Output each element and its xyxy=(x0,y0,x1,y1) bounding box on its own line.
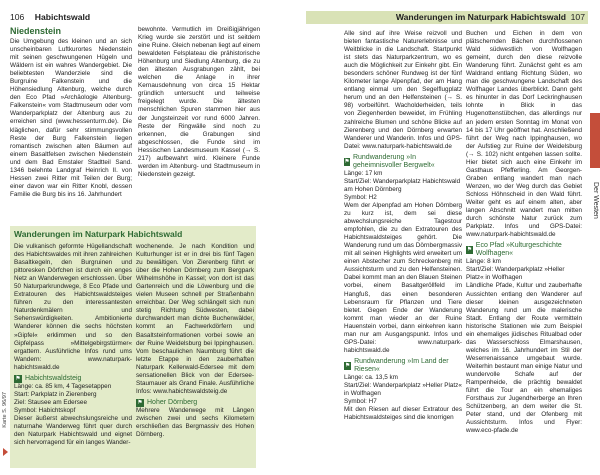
box-title: Wanderungen im Naturpark Habichtswald xyxy=(14,229,183,239)
chapter-tab xyxy=(590,113,600,168)
box-col2-text: wochenende. Je nach Kondition und Kulturhunger ist er in drei bis fünf Tagen zu bewältigen. Von Zierenberg führt er über die Hohen Dörnberg zum Bergpark Wilhelmshöhe in Kassel; von dort ist das Gartenreich und die Löwenburg und die vielen Museen schnell per Straßenbahn erreichbar. Der Weg schlängelt sich nun stetig Richtung Südwesten, dabei durchwandert man dichte Buchenwälder, kommt an Fachwerkdörfern und Basaltsteinformationen vorbei sowie an der Ruine Weidelsburg bei Ippinghausen. Vom beschaulichen Naumburg führt die letzte Etappe in den zauberhaften Naturpark Kellerwald-Edersee mit dem sensationellen Blick von der Edersee-Staumauer als Grand Finale. Ausführliche Infos: www.habichtswaldsteig.de xyxy=(136,243,254,395)
route-icon: ⚑ xyxy=(344,362,351,369)
left-page-number: 106 xyxy=(10,12,25,22)
route-title: Eco Pfad »Kulturgeschichte Wolfhagen« xyxy=(475,242,562,258)
left-col1-text: Die Umgebung des kleinen und an sich unscheinbaren Luftkurortes Niedenstein mit seinen geschwungenen Hügeln und Wäldern ist ein wahres Wandergebiet. Die beliebtesten Wanderziele sind die Burgruine Falkenstein und die Höhensiedlung Altenburg, welche durch den Eco Pfad »Archäologie Altenburg-Falkenstein« vom Stadtmuseum oder vom Wanderparkplatz der Altenburg aus zu erreichen sind (www.hessenturm.de). Die kläglichen, dafür sehr stimmungsvollen Reste der Burg Falkenstein liegen romantisch zwischen alten Bäumen auf einem Basaltfelsen zwischen Niedenstein und dem Bad Emstaler Stadtteil Sand. 1346 belehnte Landgraf Heinrich II. von Hessen zwei Ritter mit Teilen der Burg; einer davon war ein Ritter Knobl, dessen Familie die Burg bis ins 16. Jahrhundert xyxy=(10,38,132,198)
map-marker-icon xyxy=(3,448,8,456)
route-icon: ⚑ xyxy=(466,247,473,254)
route-title: Hoher Dörnberg xyxy=(147,398,198,406)
box-intro: Die vulkanisch geformte Hügellandschaft des Habichtswaldes mit ihren zahlreichen Basaltkegeln, den Burgruinen und pittoresken Dörfchen ist durch ein enges Netz an Wanderwegen erschlossen. Über 50 Naturparkrundwege, 8 Eco Pfade und Extratouren des Habichtswaldsteiges führen zu den interessantesten Naturdenkmälern und Sehenswürdigkeiten. Ambitionierte Wanderer können die sechs höchsten »Gipfel« erklimmen und so den Gipfelpass »Mittelgebirgstürmer« ergattern. Ausführliche Infos rund ums Wandern: www.naturpark-habichtswald.de xyxy=(14,243,132,371)
left-col2-text: bewohnte. Vermutlich im Dreißigjährigen Krieg wurde sie zerstört und ist seitdem eine Ruine. Gleich nebenan liegt auf einem bewaldeten Felsplateau die prähistorische Höhenburg und Siedlung Altenburg, die zu den ältesten Ausgrabungen zählt, bei welchen die Anlage in ihrer Kernausdehnung von circa 15 Hektar gründlich untersucht und teilweise freigelegt wurde. Die ältesten menschlichen Spuren stammen hier aus der Jungsteinzeit vor rund 6000 Jahren. Reste der Ringwälle sind noch zu erkennen, die Grabungen sind abgeschlossen, die Funde sind im Hessischen Landesmuseum Kassel (→ S. 217) aufbewahrt wird. Kleinere Funde werden im Altenburg- und Stadtmuseum in Niedenstein gezeigt. xyxy=(138,26,260,178)
route-text: Mehrere Wanderwege mit Längen zwischen zwei und sechs Kilometern erschließen das Bergmassiv des Hohen Dörnberg. xyxy=(136,406,254,439)
map-reference: Karte S. 96/97 xyxy=(2,392,8,428)
left-running-title: Habichtswald xyxy=(34,12,91,22)
route-icon: ⚑ xyxy=(15,375,21,382)
route-details: Länge: ca. 85 km, 4 Tagesetappen Start: Parkplatz in Zierenberg Ziel: Stausee am Edersee Symbol: Habichtskopf xyxy=(14,382,112,414)
route-title: Rundwanderung »Im Land der Riesen« xyxy=(354,357,449,373)
right-running-title: Wanderungen im Naturpark Habichtswald xyxy=(395,12,566,22)
route-text: Dieser äußerst abwechslungsreiche und naturnahe Wanderweg führt quer durch den Naturpark Habichtswald und eignet sich hervorragend für ein langes Wander- xyxy=(14,414,132,447)
route-details: Länge: 17 km Start/Ziel: Wanderparkplatz Habichtswald am Hohen Dörnberg Symbol: H2 xyxy=(344,169,461,201)
route-land-der-riesen xyxy=(344,358,462,374)
hiking-info-box xyxy=(10,226,256,468)
route-kulturgeschichte-wolfhagen xyxy=(466,242,582,258)
route-habichtswaldsteig xyxy=(14,375,132,383)
section-title: Niedenstein xyxy=(10,26,62,36)
route-title: Habichtswaldsteig xyxy=(25,374,82,382)
box-column-1 xyxy=(14,243,132,465)
route-text: Wem der Alpenpfad am Hohen Dörnberg zu kurz ist, dem sei diese abwechslungsreiche Tagestour empfohlen, die zu den Extratouren des Habichtswaldsteiges gehört. Die Wanderung rund um das Dörnbergmassiv mit all seinen Highlights wird erweitert um einen Abstecher zum Schreckenberg mit Aussichtsturm und zu den Helfensteinen. Dabei kommt man an den Blauen Steinen vorbei, einem Basaltgeröllfeld im Hangfuß, das einen besonderen Lebensraum für Pflanzen und Tiere bietet. Gegen Ende der Wanderung kommt man wieder an der Ruine Hauenstein vorbei, dann einkehren kann man nur am Ausgangspunkt. Infos und GPS-Datei: www.naturpark-habichtswald.de xyxy=(344,201,462,354)
left-header xyxy=(10,11,290,24)
right-col1-text: Alle sind auf ihre Weise reizvoll und bieten fantastische Naturerlebnisse und Weitblicke in die Landschaft. Startpunkt ist stets das Naturparkzentrum, wo es auch die Möglichkeit zur Einkehr gibt. Ein besonders schöner Rundweg ist der fünf Kilometer lange Alpenpfad, der am Hang entlang einmal um den Segelflugplatz herum und an den Helfensteinen (→ S. 98) vorbeiführt. Wacholderheiden, teils von Ziegenherden beweidet, im Frühling zahlreiche Blumen und schöne Blicke auf Zierenberg und den Dörnberg erwarten Wanderer und Wanderin. Infos und GPS-Datei: www.naturpark-habichtswald.de xyxy=(344,30,462,150)
right-col2-text: Buchen und Eichen in dem von plätschernden Bächen durchflossenen Wald südwestlich von Wolfhagen gemeint, durch den diese reizvolle Wanderung führt. Zunächst geht es am Waldrand entlang Richtung Süden, wo man die geschwungene Landschaft des Wolfhager Landes überblickt. Dann geht es hinunter in das Dorf Leckringhausen lohnte in Blick in das Hugenottenstübchen, das allerdings nur an jedem ersten Sonntag im Monat von 14 bis 17 Uhr geöffnet hat. Anschließend führt der Weg nach Ippinghausen, wo der Aufstieg zur Ruine der Weidelsburg (→ S. 102) nicht entgehen lassen sollte. Hier bietet sich auch eine Einkehr im Gasthaus Pfefferling. Am Georgen-Graben entlang wandert man nach Wenzen, wo der Weg durch das Gebiet Schloss Höhnscheid in den Wald führt. Weiter geht es auf einem alten, aber langen Abschnitt wandert man mitten durch schönste Natur zurück zum Parkplatz. Infos und GPS-Datei: www.naturpark-habichtswald.de xyxy=(466,30,582,239)
route-icon: ⚑ xyxy=(344,158,350,165)
route-text: Ländliche Pfade, Kultur und zauberhafte Aussichten entlang den Wanderer auf dieser kleinen ausgezeichneten Wanderung rund um die malerische Stadt. Entlang der Route vermitteln historische Stationen wie zum Beispiel ein ehemaliges jüdisches Ritualbad oder das Wasserschloss Elmarshausen, welches im 16. Jahrhundert im Stil der Weserrenaissance umgebaut wurde. Weiterhin bestaunt man einige Natur und wundervolle Schafe auf der Rampenheide, die prächtig bewaldet führt die Tour an ein ehemaliges Forsthaus zur Jugendherberge an Ihren Schützenberg, an dem weiter die St. Peter stand, und der Ofenberg mit Aussichtsturm. Infos und Flyer: www.eco-pfade.de xyxy=(466,282,582,435)
route-text: Mit den Riesen auf dieser Extratour des Habichtswaldsteiges sind die knorrigen xyxy=(344,406,462,422)
left-column-2 xyxy=(138,26,260,224)
right-column-1 xyxy=(344,30,462,470)
box-column-2 xyxy=(136,243,254,465)
route-details: Länge: ca. 13,5 km Start/Ziel: Wanderparkplatz »Heller Platz« in Wolfhagen Symbol: H7 xyxy=(344,373,462,406)
chapter-label: Der Westen xyxy=(592,182,599,219)
route-details: Länge: 8 km Start/Ziel: Wanderparkplatz »Heller Platz« in Wolfhagen xyxy=(466,258,565,282)
route-title: Rundwanderung »In geheimnisvoller Bergwelt« xyxy=(352,153,435,169)
right-page-number: 107 xyxy=(570,12,585,22)
right-header xyxy=(306,11,588,24)
right-column-2 xyxy=(466,30,582,470)
right-page xyxy=(300,0,600,475)
route-hoher-doernberg xyxy=(136,399,254,407)
route-geheimnisvolle-bergwelt xyxy=(344,154,462,170)
left-column-1 xyxy=(10,26,132,224)
route-icon: ⚑ xyxy=(137,399,143,406)
